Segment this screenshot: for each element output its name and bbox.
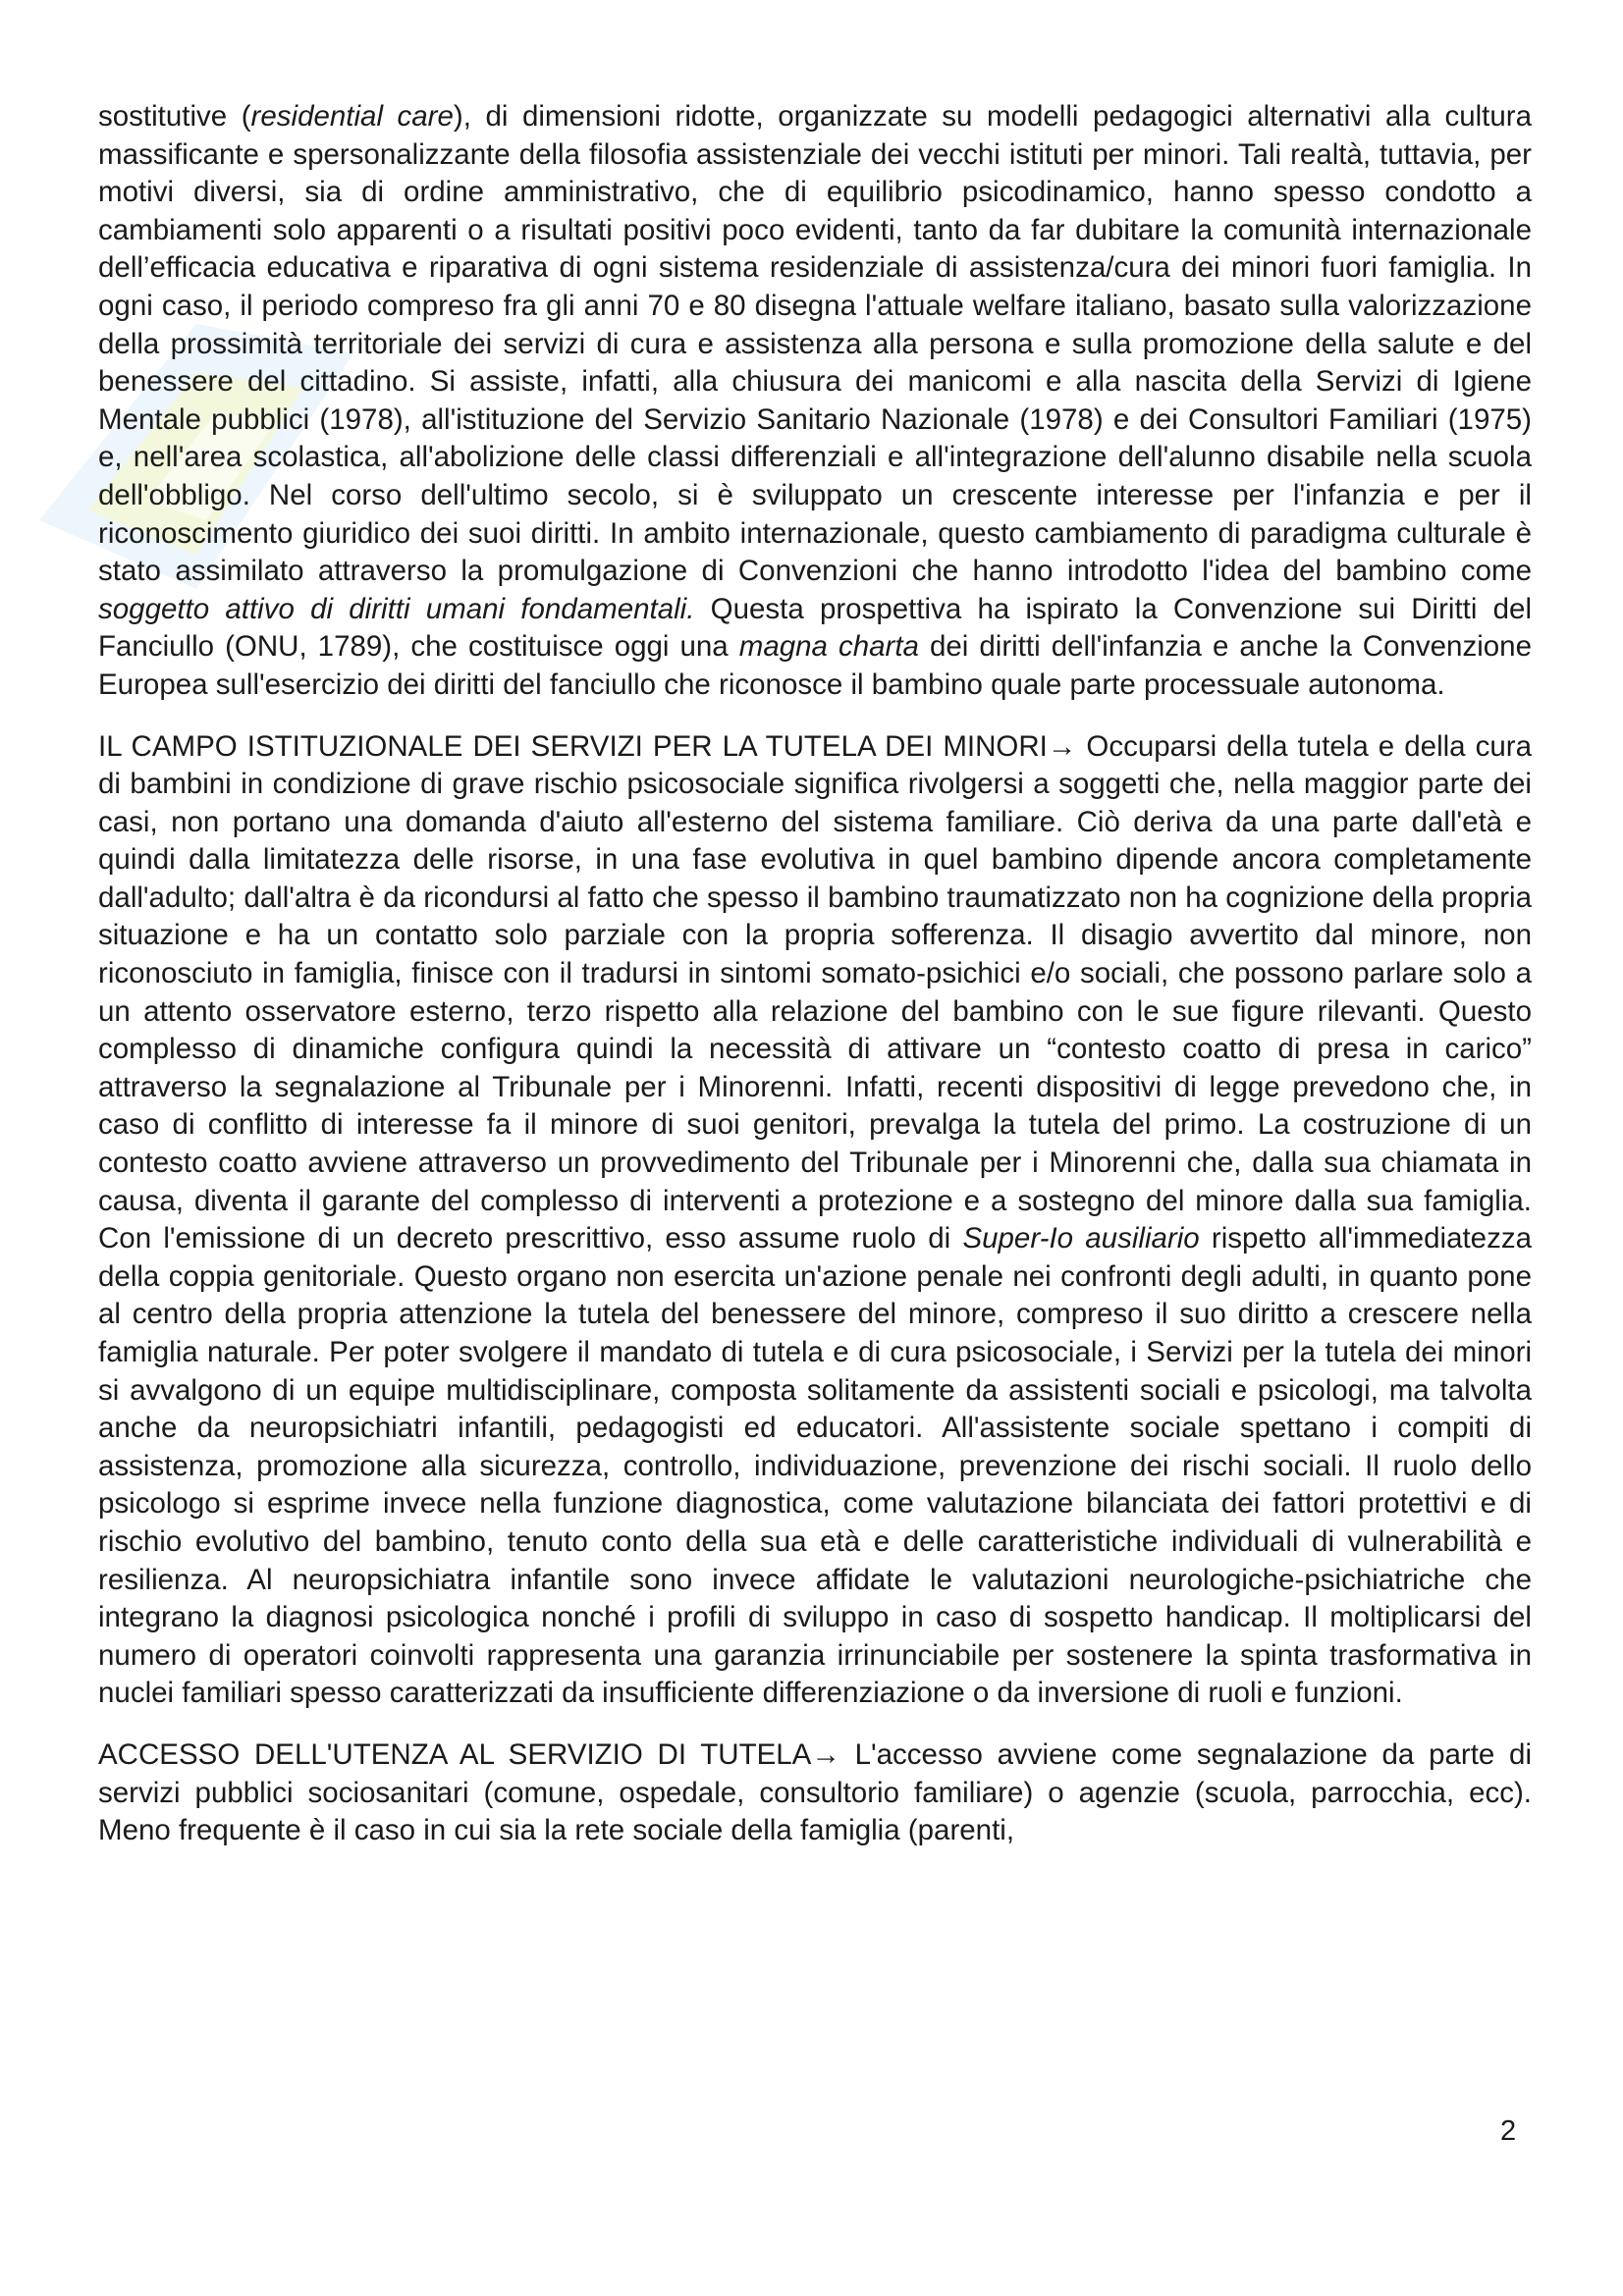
section-heading: IL CAMPO ISTITUZIONALE DEI SERVIZI PER LA TUTELA DEI MINORI→ <box>98 729 1087 763</box>
paragraph-text: Questa prospettiva ha ispirato la Convenzione sui Diritti del Fanciullo (ONU, 1789), che costituisce oggi una <box>98 592 1533 664</box>
paragraph-text: L'accesso avviene come segnalazione da parte di servizi pubblici sociosanitari (comune, ospedale, consultorio familiare) o agenzie (scuola, parrocchia, ecc). Meno frequente è il caso in cui sia la rete sociale della famiglia (parenti, <box>98 1737 1533 1847</box>
paragraph-text: rispetto all'immediatezza della coppia genitoriale. Questo organo non esercita un'azione penale nei confronti degli adulti, in quanto pone al centro della propria attenzione la tutela del benessere del minore, compreso il suo diritto a crescere nella famiglia naturale. Per poter svolgere il mandato di tutela e di cura psicosociale, i Servizi per la tutela dei minori si avvalgono di un equipe multidisciplinare, composta solitamente da assistenti sociali e psicologi, ma talvolta anche da neuropsichiatri infantili, pedagogisti ed educatori. All'assistente sociale spettano i compiti di assistenza, promozione alla sicurezza, controllo, individuazione, prevenzione dei rischi sociali. Il ruolo dello psicologo si esprime invece nella funzione diagnostica, come valutazione bilanciata dei fattori protettivi e di rischio evolutivo del bambino, tenuto conto della sua età e delle caratteristiche individuali di vulnerabilità e resilienza. Al neuropsichiatra infantile sono invece affidate le valutazioni neurologiche-psichiatriche che integrano la diagnosi psicologica nonché i profili di sviluppo in caso di sospetto handicap. Il moltiplicarsi del numero di operatori coinvolti rappresenta una garanzia irrinunciabile per sostenere la spinta trasformativa in nuclei familiari spesso caratterizzati da insufficiente differenziazione o da inversione di ruoli e funzioni. <box>98 1222 1532 1710</box>
document-body <box>98 98 1532 1874</box>
paragraph-1 <box>98 98 1532 705</box>
paragraph-text: ), di dimensioni ridotte, organizzate su modelli pedagogici alternativi alla cultura massificante e spersonalizzante della filosofia assistenziale dei vecchi istituti per minori. Tali realtà, tuttavia, per motivi diversi, sia di ordine amministrativo, che di equilibrio psicodinamico, hanno spesso condotto a cambiamenti solo apparenti o a risultati positivi poco evidenti, tanto da far dubitare la comunità internazionale dell’efficacia educativa e riparativa di ogni sistema residenziale di assistenza/cura dei minori fuori famiglia. In ogni caso, il periodo compreso fra gli anni 70 e 80 disegna l'attuale welfare italiano, basato sulla valorizzazione della prossimità territoriale dei servizi di cura e assistenza alla persona e sulla promozione della salute e del benessere del cittadino. Si assiste, infatti, alla chiusura dei manicomi e alla nascita della Servizi di Igiene Mentale pubblici (1978), all'istituzione del Servizio Sanitario Nazionale (1978) e dei Consultori Familiari (1975) e, nell'area scolastica, all'abolizione delle classi differenziali e all'integrazione dell'alunno disabile nella scuola dell'obbligo. Nel corso dell'ultimo secolo, si è sviluppato un crescente interesse per l'infanzia e per il riconoscimento giuridico dei suoi diritti. In ambito internazionale, questo cambiamento di paradigma culturale è stato assimilato attraverso la promulgazione di Convenzioni che hanno introdotto l'idea del bambino come <box>98 100 1532 588</box>
italic-term: soggetto attivo di diritti umani fondamentali. <box>98 592 695 625</box>
italic-term: residential care <box>250 100 454 133</box>
paragraph-text: dei diritti dell'infanzia e anche la Convenzione Europea sull'esercizio dei diritti del fanciullo che riconosce il bambino quale parte processuale autonoma. <box>98 630 1532 701</box>
italic-term: Super-Io ausiliario <box>962 1222 1200 1255</box>
paragraph-text: sostitutive ( <box>98 100 251 133</box>
section-heading: ACCESSO DELL'UTENZA AL SERVIZIO DI TUTELA→ <box>98 1737 855 1771</box>
italic-term: magna charta <box>738 630 919 664</box>
page-number: 2 <box>1500 2115 1517 2147</box>
paragraph-2 <box>98 728 1532 1713</box>
paragraph-3 <box>98 1736 1532 1850</box>
paragraph-text: Occuparsi della tutela e della cura di bambini in condizione di grave rischio psicosociale significa rivolgersi a soggetti che, nella maggior parte dei casi, non portano una domanda d'aiuto all'esterno del sistema familiare. Ciò deriva da una parte dall'età e quindi dalla limitatezza delle risorse, in una fase evolutiva in quel bambino dipende ancora completamente dall'adulto; dall'altra è da ricondursi al fatto che spesso il bambino traumatizzato non ha cognizione della propria situazione e ha un contatto solo parziale con la propria sofferenza. Il disagio avvertito dal minore, non riconosciuto in famiglia, finisce con il tradursi in sintomi somato-psichici e/o sociali, che possono parlare solo a un attento osservatore esterno, terzo rispetto alla relazione del bambino con le sue figure rilevanti. Questo complesso di dinamiche configura quindi la necessità di attivare un “contesto coatto di presa in carico” attraverso la segnalazione al Tribunale per i Minorenni. Infatti, recenti dispositivi di legge prevedono che, in caso di conflitto di interesse fa il minore di suoi genitori, prevalga la tutela del primo. La costruzione di un contesto coatto avviene attraverso un provvedimento del Tribunale per i Minorenni che, dalla sua chiamata in causa, diventa il garante del complesso di interventi a protezione e a sostegno del minore dalla sua famiglia. Con l'emissione di un decreto prescrittivo, esso assume ruolo di <box>98 729 1533 1255</box>
